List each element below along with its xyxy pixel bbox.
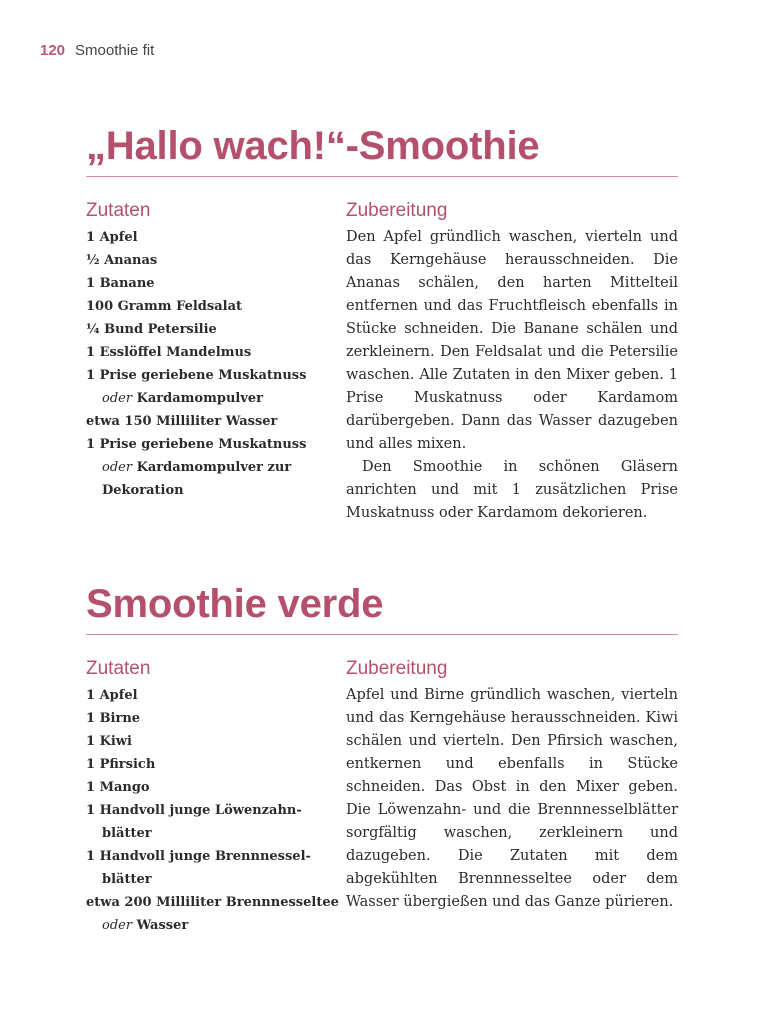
- running-head: [40, 42, 154, 59]
- ingredient-list: [86, 684, 346, 937]
- ingredient-item: ¼ Bund Petersilie: [86, 322, 217, 337]
- ingredient-item: 1 Pfirsich: [86, 757, 156, 772]
- ingredients-column: [86, 199, 346, 525]
- alternative-marker: oder: [102, 460, 133, 475]
- ingredient-item: 1 Handvoll junge Brennnessel-: [86, 849, 311, 864]
- ingredient-item: etwa 200 Milliliter Brennnesseltee: [86, 895, 339, 910]
- ingredient-item: 100 Gramm Feldsalat: [86, 299, 242, 314]
- preparation-paragraph: Den Apfel gründlich waschen, vierteln und das Kerngehäuse herausschneiden. Die Ananas schälen, den harten Mittelteil entfernen und das Fruchtfleisch ebenfalls in Stücke schneiden. Die Banane schälen und zerkleinern. Den Feldsalat und die Petersilie waschen. Alle Zutaten in den Mixer geben. 1 Prise Muskatnuss oder Kardamom darübergeben. Dann das Wasser dazugeben und alles mixen.: [346, 229, 678, 452]
- page-number: 120: [40, 42, 66, 59]
- alternative-marker: oder: [102, 391, 133, 406]
- ingredient-item: ½ Ananas: [86, 253, 158, 268]
- ingredient-item: 1 Handvoll junge Löwenzahn-: [86, 803, 302, 818]
- preparation-paragraph: Den Smoothie in schönen Gläsern anrichten und mit 1 zusätzlichen Prise Muskatnuss oder Kardamom dekorieren.: [346, 459, 678, 521]
- ingredient-item: oder Kardamompulver zur: [102, 460, 292, 475]
- ingredient-item: Dekoration: [102, 483, 184, 498]
- ingredient-item: 1 Apfel: [86, 688, 138, 703]
- ingredient-item: 1 Apfel: [86, 230, 138, 245]
- ingredient-list: [86, 226, 346, 502]
- ingredients-heading: Zutaten: [86, 200, 151, 221]
- recipe-hallo-wach: [86, 122, 678, 525]
- ingredient-item: 1 Banane: [86, 276, 155, 291]
- preparation-heading: Zubereitung: [346, 200, 448, 221]
- ingredients-heading: Zutaten: [86, 658, 151, 679]
- recipe-title: „Hallo wach!“-Smoothie: [86, 122, 678, 177]
- recipe-title: Smoothie verde: [86, 580, 678, 635]
- section-title: Smoothie fit: [75, 42, 155, 59]
- ingredient-item: 1 Kiwi: [86, 734, 132, 749]
- ingredient-item: oder Kardamompulver: [102, 391, 264, 406]
- ingredients-column: [86, 657, 346, 937]
- preparation-heading: Zubereitung: [346, 658, 448, 679]
- ingredient-item: blätter: [102, 872, 152, 887]
- ingredient-item: 1 Birne: [86, 711, 141, 726]
- preparation-column: [346, 657, 678, 937]
- ingredient-item: 1 Esslöffel Mandelmus: [86, 345, 252, 360]
- ingredient-item: 1 Prise geriebene Muskatnuss: [86, 368, 307, 383]
- ingredient-item: 1 Mango: [86, 780, 150, 795]
- recipe-smoothie-verde: [86, 580, 678, 937]
- preparation-column: [346, 199, 678, 525]
- ingredient-item: blätter: [102, 826, 152, 841]
- ingredient-item: etwa 150 Milliliter Wasser: [86, 414, 278, 429]
- ingredient-item: oder Wasser: [102, 918, 189, 933]
- alternative-marker: oder: [102, 918, 133, 933]
- preparation-paragraph: Apfel und Birne gründlich waschen, vierteln und das Kerngehäuse herausschneiden. Kiwi schälen und vierteln. Den Pfirsich waschen, entkernen und ebenfalls in Stücke schneiden. Das Obst in den Mixer geben. Die Löwenzahn- und die Brennnesselblätter sorgfältig waschen, zerkleinern und dazugeben. Die Zutaten mit dem abgekühlten Brennnesseltee oder dem Wasser übergießen und das Ganze pürieren.: [346, 687, 678, 910]
- ingredient-item: 1 Prise geriebene Muskatnuss: [86, 437, 307, 452]
